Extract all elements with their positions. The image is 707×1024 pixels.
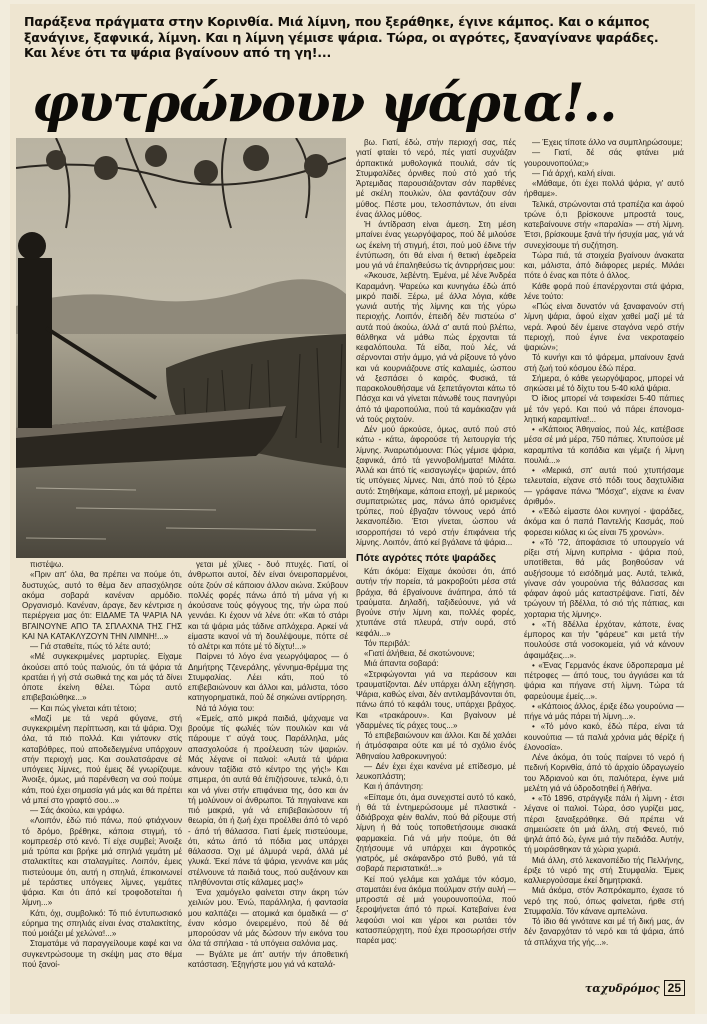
paragraph: «Είπαμε ότι, άμα συνεχιστεί αυτό τό κακό, ή θά τά έντημερώσουμε μέ πλαστικά - άδιάβροχα φέιν θαλάν, πού θά ρίξουμε στή λίμνη ή θά τούς τοποθετήσουμε σικιακά φαρμακεία. Γιά νά μήν πούμε, ότι θά ζητήσουμε νά υπάρχει και άγροτικός γιατρός, μέ σκάφανδρο στό βυθό, γιά τά σοβαρά περιστατικά!...» bbox=[356, 792, 516, 874]
paragraph: Νά τά λόγια του: bbox=[196, 703, 255, 713]
paragraph: • «Τό '72, άποφάσισε τό υπουργείο νά ρίξει στή λίμνη κυπρίνια - ψάρια πού, υποτίθεται, θά μάς βοηθούσαν νά αυξήσουμε τό εισόδημά μας. Αυτά, τελικά, γίνανε σάν γουρούνια τής θάλασσας και φάφαν άφού μάς καταστρέψανε. Γιατί, δέν τρώγουν τή βδέλλα, τό σιό τής πάπιας, και χορταρια τής λίμνης». bbox=[524, 537, 684, 619]
paragraph: βω. Γιατί, έδώ, στήν περιοχή σας, πές γιατί φταίει τό νερό, πές γιατί συχνάζαν άρπακτικά μυθολογικά πουλιά, σάν τίς Στυμφαλίδες όρνιθες πού στό χαό τής Άρτεμιδας παρουσιάζονταν σάν παρθένες μέ σκέλη πουλιών, όλα φαντάζουν σάν μύθος. Πέστε μου, τελοσπάντων, ότι είναι ένας άλλος μύθος. bbox=[356, 138, 516, 219]
page-number: 25 bbox=[664, 980, 685, 996]
paragraph: Κάτι άκόμα: Είχαμε άκούσει ότι, άπό αυτήν τήν πορεία, τά μακροβούτι μέσα στά βράχια, θά έβγαίνουνε άνάπηρα, άπό τά τραύματα. Δηλαδή, ταξιδεύουνε, γιά νά βγούνε στήν λίμνη και, πολλές φορές, χτυπάνε στά πλευρά, στήν ουρά, στό κεφάλι...» bbox=[356, 567, 516, 638]
paragraph: Τό κυνήγι και τό ψάρεμα, μπαίνουν ξανά στή ζωή τού κόσμου έδώ πέρα. bbox=[524, 353, 684, 373]
paragraph: Δέν μού άρκούσε, όμως, αυτό πού στό κάτω - κάτω, άφορούσε τή λειτουργία τής λίμνης. Άναρωτιόμουνα: Πώς γέμισε ψάρια, ξαφνικά, άπό τά γεννοβολήματα! Μιλάτα. Άλλά και άπό τίς «εισαγωγές» ψαριών, άπό τίς υπόγειες λίμνες. Ναι, άπό πού τό ξέρω αυτό: Στηθήκαμε, κάποια εποχή, μέ μερικούς συμπατριώτες μας, πάνω άπό ορισμένες τρύπες, πού έβγαζαν τόννους νερό άπό λεκανοπέδιο. Έτσι γίνεται, ώσπου νά ισορροπήσει τό νερό στήν έπιφάνεια τής λίμνης. Λοιπόν, άπό κεί βγάλανε τά ψάρια... bbox=[356, 425, 516, 547]
paragraph: Παίρνει τό λόγο ένα γεωργόψαρος — ό Δημήτρης Τζενεράλης, γέννημα-θρέμμα της Στυμφαλίας. Λέει κάτι, πού τό επιβεβαιώνουν και άλλοι και, μάλιστα, τόσο κατηγορηματικά, πού δέ σηκώνει αντίρρηση. bbox=[188, 652, 348, 703]
paragraph: Μιά άκόμα, στόν Άσπρόκαμπο, έχασε τό νερό της πού, όπως φαίνεται, ήρθε στή Στυμφαλία. Τόν κάνανε αμπελώνα. bbox=[524, 886, 684, 916]
paragraph: • «Κάποιος άλλος, έριξε έδω γουρούνια — πήγε νά μάς πάρει τή λίμνη...». bbox=[524, 701, 684, 721]
paragraph: Τό επιβεβαιώνουν και άλλοι. Και δέ χαλάει ή άτμόσφαιρα ούτε και μέ τό σχόλιο ένός Άθηναίου λαθροκυνηγού: bbox=[356, 731, 516, 761]
page-edge bbox=[0, 1014, 707, 1024]
paragraph: • «Έδώ είμαστε όλοι κυνηγοί - ψαράδες, άκόμα και ό παπά Παντελής Κασμάς, πού φορεσει κιόλας κι ώς είναι 75 χρονών». bbox=[524, 507, 684, 537]
paragraph: • «Τό 1896, στράγγιξε πάλι ή λίμνη - έτσι λέγανε οί παλιοί. Τώρα, όσο γυρίζει μας, πέρσι ξαναξεράθηκε. Θά πρέπει νά σημειώσετε ότι μιά άλλη, στή Φενεό, πιό ψηλά άπό δώ, έγινε μιά τήν πεδιάδα. Αυτήν, τή μοιράσθηκαν τά χώρια χωριά. bbox=[524, 794, 684, 855]
paragraph: — Βγάλτε με άπ' αυτήν τήν άποθετική κατάσταση. Έξηγήστε μου γιά νά καταλά- bbox=[188, 949, 348, 969]
paragraph: Τόν περιβάλ: bbox=[364, 638, 411, 648]
lead-paragraph: Παράξενα πράγματα στην Κορινθία. Μιά λίμνη, που ξεράθηκε, έγινε κάμπος. Και ο κάμπος ξανάγινε, ξαφνικά, λίμνη. Και η λίμνη γέμισε ψάρια. Τώρα, οι αγρότες, ξαναγίνανε ψαράδες. Και λένε ότι τα ψάρια βγαίνουν από τη γη!... bbox=[24, 14, 659, 61]
paragraph: • «Τό μόνο κακό, έδώ πέρα, είναι τά κουνούπια — τά παλιά χρόνια μάς θέρίζε ή έλονοσία». bbox=[524, 722, 684, 752]
paragraph: Κεί πού γελάμε και χαλάμε τόν κόσμο, σταματάει ένα άκόμα πούλμαν στήν αυλή — μπροστά σέ μιά γουρουνοπούλα, πού ξεροψήνεται άπό τό πρωί. Κατεβαίνει ένα λεφούσι νιοί και γέροι και ρωτάει τόν κατασπεύρχητη, πού έχει προσωρήσει στήν παρέα μας: bbox=[356, 874, 516, 945]
paragraph: Μιά άπαντα σοβαρά: bbox=[364, 659, 439, 669]
paragraph: Μιά άλλη, στό λεκανοπέδιο τής Πελλήνης, έριξε τό νερό της στή Στυμφαλία. Έμεις καλλιεργούσαμε έκεί δημητριακά. bbox=[524, 855, 684, 885]
paragraph: Σήμερα, ό κάθε γεωργόψαρος, μπορεί νά σηκώσει μέ τό δίχτυ του 5-40 κιλά ψάρια. bbox=[524, 373, 684, 393]
paragraph: • «Ένας Γερμανός έκανε ύδροπεραμα μέ πέτροφες — άπό τους, του άγγιάσει και τά ψάρια και πήγανε στή λίμνη. Τώρα τά φαρεύουμε έμείς...». bbox=[524, 660, 684, 701]
paragraph: Ό ίδιος μπορεί νά τσιφεκίσει 5-40 πάπιες μέ τόν γερό. Και πού νά πάρει έπονομα- λητική καραμπίνα!... bbox=[524, 394, 684, 424]
paragraph: — Και πώς γίνεται κάτι τέτοιο; bbox=[30, 703, 137, 713]
paragraph: «Λοιπόν, έδώ πιό πάνω, πού φτιάχνουν τό δρόμο, βρέθηκε, κάποια στιγμή, τό κομπρεσέρ στό κενό. Τί είχε συμβεί; Άνοιξε μιά τρύπα και βρήκε μιά σπηλιά γεμάτη μέ σταλακτίτες και σταλαγμίτες. Λοιπόν, έμεις πιστεύουμε ότι, αυτή η σπηλιά, έπικοινωνεί μέ τεράστιες υπόγειες λίμνες, γεμάτες ψάρια. Και ότι άπό κεί τροφοδοτείται ή λίμνη...» bbox=[22, 816, 182, 908]
paragraph: «Πώς είναι δυνατόν νά ξαναφανούν στή λίμνη ψάρια, άφού είχαν χαθεί μαζί μέ τά νερά. Άφού δέν έμεινε σταγόνα νερό στήν περιοχή, πού έγινε ένα νεκροταφείο ψαριών»; bbox=[524, 302, 684, 352]
column-right-2 bbox=[524, 138, 684, 976]
paragraph: — Σάς άκούω, και γράφω. bbox=[30, 806, 125, 815]
paragraph: «Έμείς, από μικρά παιδιά, ψάχναμε να βρούμε τίς φωλιές τών πουλιών και νά πάρουμε τ' αύγά τους. Παράλληλα, μάς απασχολούσε ή προέλευση τών ψαριών. Μάς λέγανε οί παλιοί: «Αυτά τά ψάρια κάνουν ταξίδια στό κέντρο της γής!» Και σπμερα, ότι αυτά θά έπιζήσουνε, τελικά, ό,τι και νά γίνει στήν επιφάνεια της, όσο και άν τή μολύνουν οί άνθρωποι. Τά πηγαίνανε και πιό μακριά, γιά νά επιβεβαιώσουν τή θεωρία, ότι ή ζωή έχει προέλθει άπό τό νερό - άπό τή θάλασσα. Γιατί έμείς πιστεύουμε, ότι, κάτω άπό τά πόδια μας υπάρχει θάλασσα. Όχι μέ άλμυρά νερά, άλλά μέ γλυκά. Έκεί πάνε τά ψάρια, γεννάνε και μάς στέλνουνε τά παιδιά τους, πού αυξάνουν και πληθύνονται στίς κάλαμες μας!» bbox=[188, 713, 348, 887]
lake-boat-photo bbox=[16, 138, 346, 558]
paragraph: «Μαζί με τά νερά φύγανε, στή συγκεκριμένη περίπτωση, και τά ψάρια. Όχι όλα, τά πιό πολλά. Και γιάτονκν στίς καταβόθρες, πού αποδεδειγμένα υπάρχουν στήν περιοχή μας. Και σουλατσάρανε σέ υπόγειες λίμνες, πού έμεις δέ γνωρίζουμε. Άνοιξε, όμως, μιά παρένθεση να σού πούμε κάτι, πού έχει σημασία γιά μάς και θά πρέπει νά μπεί στο γραφτό σου...» bbox=[22, 713, 182, 805]
paragraph: «Πριν απ' όλα, θα πρέπει να πούμε ότι, δυστυχώς, αυτό το θέμα δεν απασχόλησε ακόμα σοβαρά κανέναν αρμόδιο. Οργανισμό. Κανέναν, άραγε, δεν κέντρισε η περιέργεια μας ότι: ΕΙΔΑΜΕ ΤΑ ΨΑΡΙΑ ΝΑ ΒΓΑΙΝΟΥΝΕ ΑΠΟ ΤΑ ΣΠΛΑΧΝΑ ΤΗΣ ΓΗΣ ΚΑΙ ΝΑ ΚΑΤΑΚΛΥΖΟΥΝ ΤΗΝ ΛΙΜΝΗ!...» bbox=[22, 570, 182, 641]
column-right-1 bbox=[356, 138, 516, 1000]
page-footer bbox=[555, 978, 685, 998]
paragraph: Κάθε φορά πού έπανέρχονται στά ψάρια, λένε τούτο: bbox=[524, 281, 684, 301]
paragraph: Και ή άπάντηση: bbox=[364, 782, 424, 792]
paragraph: «Μάθαμε, ότι έχει πολλά ψάρια, γι' αυτό ήρθαμε». bbox=[524, 179, 684, 199]
paragraph: — Έχεις τίποτε άλλο να συμπληρώσουμε; bbox=[532, 138, 683, 147]
paragraph: Ή άντίδραση είναι άμεση. Στη μέση μπαίνει ένας γεωργόψαρος, πού δέ μιλούσε ως έκείνη τή στιγμή, έτσι, πού μοϋ έδινε τήν έντύπωση, ότι θά είναι ή θετική έφεδρεία μου γιά νά έπαληθεύσω τίς άντιρρήσεις μου: bbox=[356, 220, 516, 270]
paragraph: — Γιά άρχή, καλή είναι. bbox=[532, 168, 616, 178]
paragraph: «Μέ συγκεκριμένες μαρτυρίες. Είχαμε άκούσει από τούς παλιούς, ότι τά ψάρια τά κρατάει ή γή στά σωθικά της και μάς τά δίνει όποτε έκείνη θέλει. Τώρα αυτό επιβεβαιώθηκε...» bbox=[22, 652, 182, 703]
headline: φυτρώνουν ψάρια!.. bbox=[32, 73, 616, 134]
paragraph: Τώρα πιά, τά στοιχεία βγαίνουν άνακατα και, μάλιστα, άπό διάφορες μεριές. Μιλάει πότε ό ένας και πότε ό άλλος. bbox=[524, 250, 684, 281]
paragraph: Ένα χαμόγελο φαίνεται στην άκρη τών χειλιών μου. Ένώ, παράλληλα, ή φαντασία μου καλπάζει — ατομικά και όμαδικά — σ' έναν κόσμο όνειρεμένο, πού δέ θά μπορούσαν νά μάς δώσουν τήν εικόνα του όλα τά σπήλαια - τά υπόγεια σαλόνια μας. bbox=[188, 888, 348, 949]
paragraph: Τό ίδιο θά γινότανε και μέ τή δική μας, άν δέν ξαναρχόταν τό νερό και τά ψάρια, άπό τά σπλάχνα τής γής...». bbox=[524, 917, 684, 947]
photo-illustration bbox=[16, 138, 346, 558]
paragraph: — Γιά σταθείτε, πώς τό λέτε αυτό; bbox=[30, 642, 151, 651]
paragraph: Λένε άκόμα, ότι τούς παίρνει τό νερό ή πεδινή Κορινθία, άπό τό άρχαίο ύδραγωγείο του Άδριανού και ότι, παλιότερα, έγινε μιά μελέτη γιά νά ύδροδοτηθεί ή Άθήνα. bbox=[524, 753, 684, 793]
paragraph: Κάτι, όχι, συμβολικό: Τό πιό έντυπωσιακό εύρημα της σπηλιάς είναι ένας σταλακτίτης, πού μοιάζει μέ χελώνα!...» bbox=[22, 908, 182, 938]
column-bottom-middle bbox=[188, 560, 348, 990]
paragraph: «Στριφώγονται γιά να περάσουν και τραυματίζονται. Δέν υπάρχει άλλη εξήγηση. Ψάρια, καθώς είναι, δέν αντιλαμβάνονται ότι, πάνω άπό τό κεφάλι τους, υπάρχει βράχος. Και «τρακάρουν». Και βγαίνουν μέ γδαρμένες τίς ράχες τους...» bbox=[356, 669, 516, 730]
paragraph: • «Τή 8δέλλα έρχόταν, κάποτε, ένας έμπορος και τήν "φάρευε" και μετά τήν πουλούσε στά νοσοκομεία, γιά νά κάνουν άφαιμάξεις...». bbox=[524, 619, 684, 660]
paragraph: — Δέν έχει έχει κανένα μέ επίδεσμο, μέ λευκοπλάστη; bbox=[356, 761, 516, 781]
paragraph: «Άκουσε, λεβέντη. Έμένα, μέ λένε Άνδρέα Καραμάνη. Ψαρεύω και κυνηγάω έδώ άπό μικρό παιδί. Ξέρω, μέ άλλα λόγια, κάθε γωνιά αυτής τής λίμνης και τής γύρω περιοχής. Λοιπόν, έπειδή δέν πιστεύω σ' αυτά πού άκούω, άλλά σ' αυτά πού βλέπω, θάλθηκα νά μάθω πώς έρχονται τά κεφαλόπουλα. Τά είδα, πού λές, νά σέρνονται στήν άμμο, γιά νά ρίξουνε τό γόνο και νά κουρνιάζουνε στίς καλαμιές, ώσπου νά ξεσπάσει ό καιρός. Φυσικά, τά παρακολουθήσαμε νά ξεπετάγονται κάτω τό Πάσχα και νά γίνεται πάνωθέ τους πανηγύρι άπό τά ψαροπούλια, πού τά καμάκιαζαν γιά νά τούς ριχτούν. bbox=[356, 271, 516, 424]
paragraph: Τελικά, στρώνονται στά τραπέζια και άφού τρώνε ό,τι βρίσκουνε μπροστά τους, κατεβαίνουνε στήν «παραλία» — στή λίμνη. Έτσι, βρίσκουμε ξανά τήν ήσυχία μας, γιά νά συνεχίσουμε τή συζήτηση. bbox=[524, 199, 684, 250]
column-bottom-left bbox=[22, 560, 182, 990]
magazine-page bbox=[10, 4, 695, 1016]
paragraph: γεται μέ χίλιες - δυό πτυχές. Γιατί, οί άνθρωποι αυτοί, δέν είναι όνειροπαρμένοι, ούτε ζούν σέ κάποιον άλλον αιώνα. Σκύβουν πολλές φορές πάνω άπό τή μάνα γή κι άκούσανε τούς φόγγους της, τήν ώρα πού γεννάει. Κι έχουν νά λένε ότι: «Και τό στάρι και τά ψάρια μάς τάδινε απλόχερα. Αρκεί νά είμαστε ικανοί νά τή δουλέψουμε, πόττε σέ τό αλέτρι και πότε μέ τό δίχτυ!...» bbox=[188, 560, 348, 651]
paragraph: • «Μερικά, σπ' αυτά πού χτυπήσαμε τελευταία, είχανε στό πόδι τους δαχτυλίδια — γράφανε πάνω "Μόσχα", είχανε κι έναν άριθμό». bbox=[524, 466, 684, 506]
subheading: Πότε αγρότες πότε ψαράδες bbox=[356, 552, 497, 564]
paragraph: «Γιατί άλήθεια, δέ σκοτώνουνε; bbox=[364, 649, 475, 658]
paragraph: — Γιατί, δέ σάς φτάνει μιά γουρουνοπούλα;» bbox=[524, 148, 684, 168]
paragraph: πιστέψω. bbox=[30, 560, 64, 569]
magazine-brand: ταχυδρόμος bbox=[584, 981, 660, 995]
paragraph: Σταματάμε νά παραγγείλουμε καφέ και να συγκεντρώσουμε τη σκέψη μας στο θέμα πού ξανοί- bbox=[22, 939, 182, 969]
paragraph: • «Κάποιος Άθηναίος, πού λές, κατέβασε μέσα σέ μιά μέρα, 750 πάπιες. Χτυπούσε μέ καραμπίνα τά κοπάδια και γέμιζε ή λίμνη πουλιά...» bbox=[524, 425, 684, 465]
